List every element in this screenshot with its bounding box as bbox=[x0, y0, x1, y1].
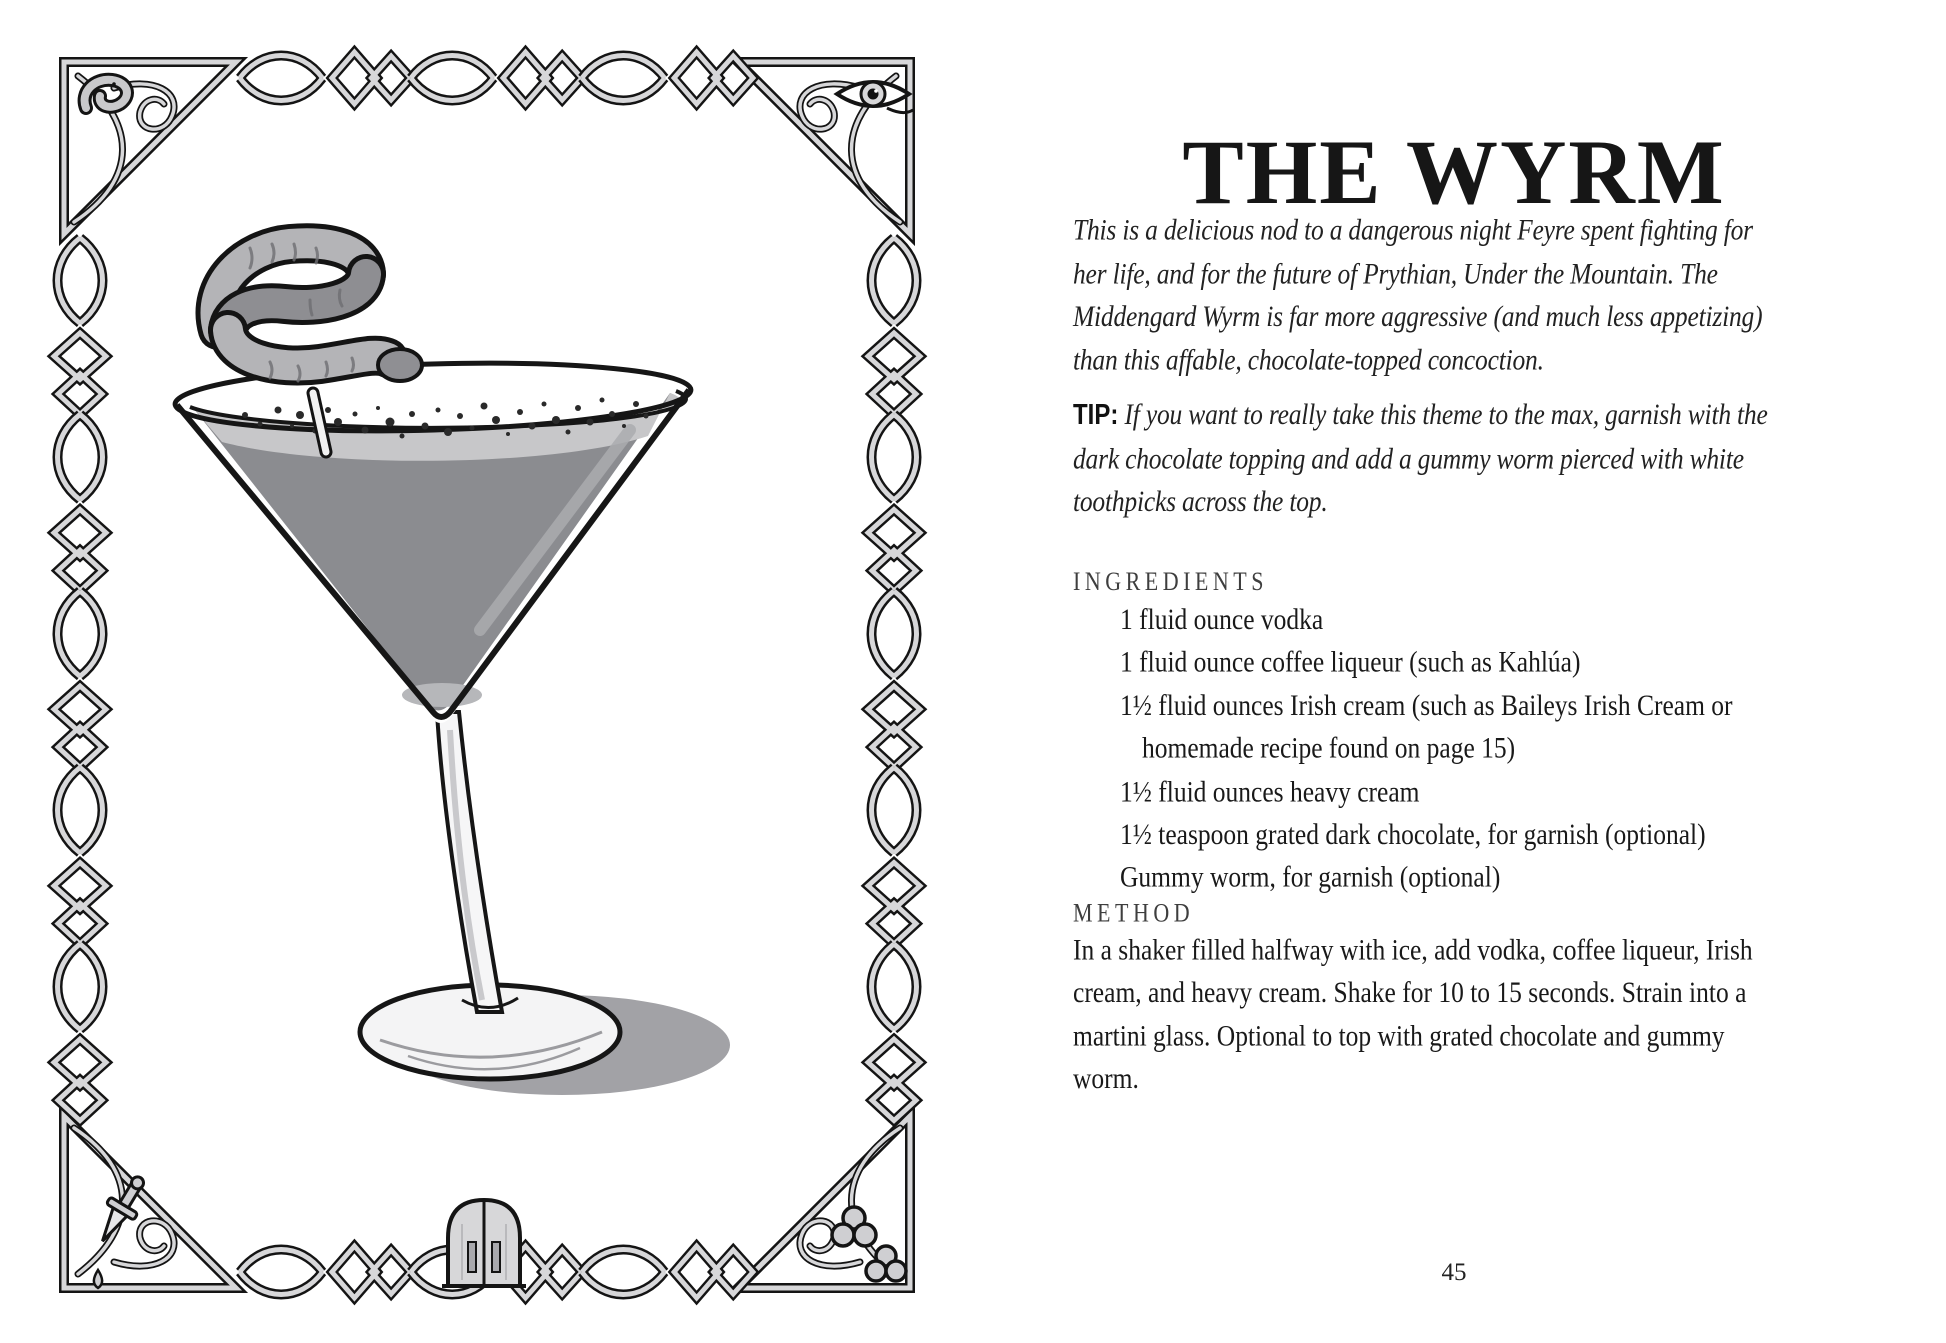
ingredient-line: 1 fluid ounce coffee liqueur (such as Kahlúa) bbox=[1120, 644, 1581, 680]
page-number: 45 bbox=[1441, 1259, 1467, 1286]
intro-line: Middengard Wyrm is far more aggressive (and much less appetizing) bbox=[1073, 298, 1763, 333]
tip-line: dark chocolate topping and add a gummy worm pierced with white bbox=[1073, 440, 1744, 476]
ingredient-line: 1½ fluid ounces Irish cream (such as Baileys Irish Cream or bbox=[1120, 687, 1733, 723]
tip-line: toothpicks across the top. bbox=[1073, 483, 1328, 519]
method-line: cream, and heavy cream. Shake for 10 to 15 seconds. Strain into a bbox=[1073, 975, 1747, 1010]
tip-paragraph bbox=[1073, 393, 1768, 523]
method-paragraph bbox=[1073, 929, 1753, 1101]
border-edge-top bbox=[240, 52, 753, 104]
door-icon bbox=[442, 1200, 526, 1286]
tip-line: If you want to really take this theme to the max, garnish with the bbox=[1124, 396, 1768, 431]
tip-label: TIP: bbox=[1073, 398, 1119, 431]
eye-icon bbox=[837, 82, 913, 113]
ingredient-line: homemade recipe found on page 15) bbox=[1142, 730, 1516, 766]
border-edge-right bbox=[868, 238, 920, 1121]
method-line: martini glass. Optional to top with grated chocolate and gummy bbox=[1073, 1018, 1725, 1053]
paw-prints-icon bbox=[832, 1207, 906, 1281]
ingredients-list bbox=[1120, 598, 1733, 899]
glass-stem bbox=[437, 712, 518, 1012]
gummy-worm bbox=[216, 243, 422, 381]
intro-line: than this affable, chocolate-topped concoction. bbox=[1073, 341, 1544, 376]
martini-bowl bbox=[174, 357, 695, 723]
border-edge-left bbox=[54, 238, 106, 1121]
worm-head bbox=[378, 349, 422, 381]
ingredient-line: 1½ fluid ounces heavy cream bbox=[1120, 773, 1420, 808]
ingredient-line: 1 fluid ounce vodka bbox=[1120, 601, 1324, 637]
intro-line: This is a delicious nod to a dangerous night Feyre spent fighting for bbox=[1073, 212, 1753, 247]
worm-icon bbox=[85, 80, 127, 108]
ingredient-line: Gummy worm, for garnish (optional) bbox=[1120, 859, 1501, 894]
recipe-illustration bbox=[150, 200, 750, 1100]
intro-paragraph bbox=[1073, 209, 1762, 381]
page-title: THE WYRM bbox=[1182, 120, 1726, 223]
droplet-icon bbox=[94, 1270, 102, 1288]
ingredient-line: 1½ teaspoon grated dark chocolate, for garnish (optional) bbox=[1120, 816, 1706, 851]
ingredients-header: INGREDIENTS bbox=[1073, 566, 1268, 597]
method-header: METHOD bbox=[1073, 898, 1195, 928]
method-line: In a shaker filled halfway with ice, add vodka, coffee liqueur, Irish bbox=[1073, 932, 1753, 967]
border-corner-bottom-left bbox=[64, 1116, 236, 1288]
intro-line: her life, and for the future of Prythian, Under the Mountain. The bbox=[1073, 255, 1718, 290]
method-line: worm. bbox=[1073, 1061, 1139, 1096]
